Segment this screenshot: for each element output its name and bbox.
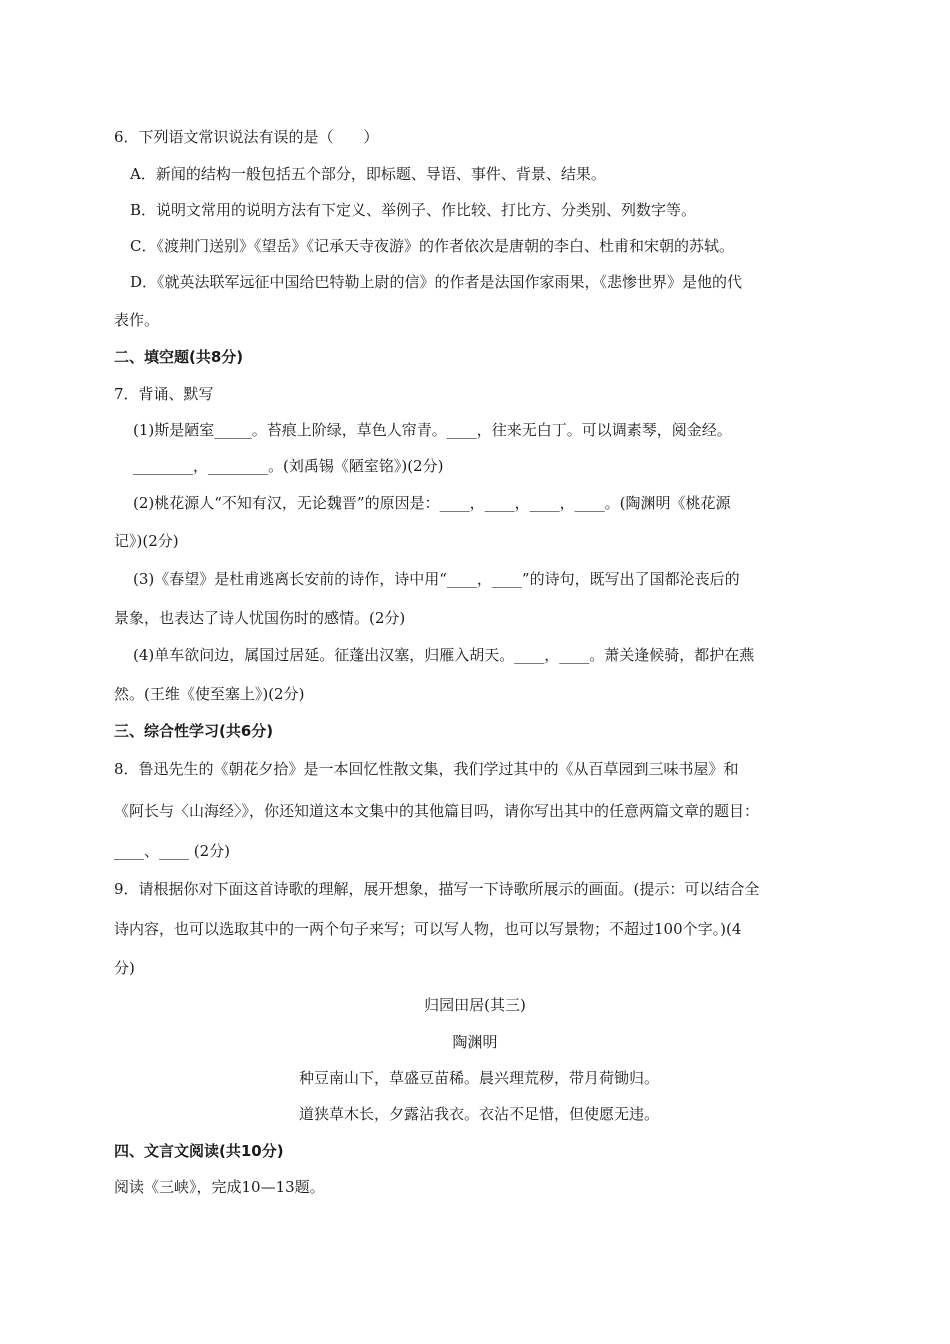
question-7-item-2: (2)桃花源人“不知有汉，无论魏晋”的原因是：____，____，____，____。(陶渊明《桃花源 bbox=[133, 494, 731, 512]
question-9-text-end: 分) bbox=[114, 959, 135, 977]
question-6-stem: 6．下列语文常识说法有误的是（ ） bbox=[114, 128, 379, 146]
question-9-text-continued: 诗内容，也可以选取其中的一两个句子来写；可以写人物，也可以写景物；不超过100个字。)(4 bbox=[114, 920, 742, 938]
question-6-option-b: B．说明文常用的说明方法有下定义、举例子、作比较、打比方、分类别、列数字等。 bbox=[130, 201, 697, 219]
question-7-item-1: (1)斯是陋室_____。苔痕上阶绿，草色人帘青。____，往来无白丁。可以调素琴，阅金经。 bbox=[133, 421, 732, 439]
question-6-option-c: C．《渡荆门送别》《望岳》《记承天寺夜游》的作者依次是唐朝的李白、杜甫和宋朝的苏轼。 bbox=[130, 237, 734, 255]
question-7-item-3-continued: 景象，也表达了诗人忧国伤时的感情。(2分) bbox=[114, 609, 406, 627]
question-8-text: 8．鲁迅先生的《朝花夕拾》是一本回忆性散文集，我们学过其中的《从百草园到三味书屋》和 bbox=[114, 760, 739, 778]
question-7-stem: 7．背诵、默写 bbox=[114, 385, 214, 403]
poem-title: 归园田居(其三) bbox=[424, 996, 526, 1014]
poem-author: 陶渊明 bbox=[452, 1033, 498, 1051]
section-4-intro: 阅读《三峡》，完成10—13题。 bbox=[114, 1178, 325, 1196]
question-9-text: 9．请根据你对下面这首诗歌的理解，展开想象，描写一下诗歌所展示的画面。(提示：可以结合全 bbox=[114, 880, 760, 898]
section-3-heading: 三、综合性学习(共6分) bbox=[114, 722, 274, 740]
question-7-item-2-continued: 记》)(2分) bbox=[114, 532, 179, 550]
question-7-item-4: (4)单车欲问边，属国过居延。征蓬出汉塞，归雁入胡天。____，____。萧关逢候骑，都护在燕 bbox=[133, 646, 755, 664]
poem-line-2: 道狭草木长，夕露沾我衣。衣沾不足惜，但使愿无违。 bbox=[298, 1105, 659, 1123]
section-4-heading: 四、文言文阅读(共10分) bbox=[114, 1142, 284, 1160]
question-7-item-4-continued: 然。(王维《使至塞上》)(2分) bbox=[114, 685, 305, 703]
question-8-text-continued: 《阿长与〈山海经〉》，你还知道这本文集中的其他篇目吗，请你写出其中的任意两篇文章的题目： bbox=[114, 802, 760, 820]
question-6-option-a: A．新闻的结构一般包括五个部分，即标题、导语、事件、背景、结果。 bbox=[130, 165, 606, 183]
question-6-option-d: D．《就英法联军远征中国给巴特勒上尉的信》的作者是法国作家雨果，《悲惨世界》是他的代 bbox=[130, 273, 743, 291]
question-6-option-d-continued: 表作。 bbox=[114, 311, 160, 329]
section-2-heading: 二、填空题(共8分) bbox=[114, 348, 244, 366]
question-7-item-3: (3)《春望》是杜甫逃离长安前的诗作，诗中用“____，____”的诗句，既写出了国都沦丧后的 bbox=[133, 570, 740, 588]
question-8-answer-blanks: ____、____ (2分) bbox=[114, 842, 231, 860]
poem-line-1: 种豆南山下，草盛豆苗稀。晨兴理荒秽，带月荷锄归。 bbox=[298, 1069, 659, 1087]
question-7-item-1-continued: ________，________。(刘禹锡《陋室铭》)(2分) bbox=[133, 457, 444, 475]
